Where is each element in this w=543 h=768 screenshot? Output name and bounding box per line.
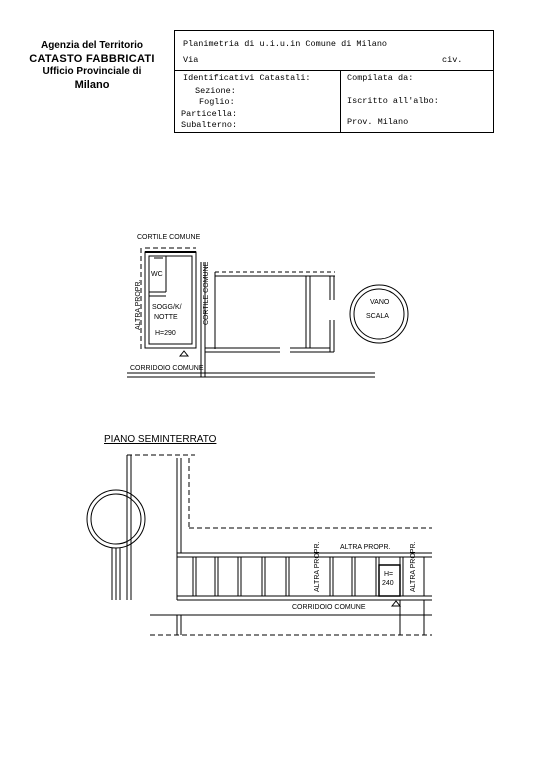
civ-label: civ. bbox=[442, 55, 463, 65]
sogg-label-line1: SOGG/K/ bbox=[152, 304, 182, 311]
cellar-height-line2: 240 bbox=[382, 580, 394, 587]
cortile-comune-label: CORTILE COMUNE bbox=[137, 234, 201, 241]
identificativi-label: Identificativi Catastali: bbox=[183, 73, 311, 83]
vano-label: VANO bbox=[370, 299, 390, 306]
iscritto-label: Iscritto all'albo: bbox=[347, 96, 439, 106]
piano-seminterrato-title: PIANO SEMINTERRATO bbox=[104, 434, 217, 445]
cellar-height-line1: H= bbox=[384, 571, 394, 578]
foglio-label: Foglio: bbox=[199, 97, 235, 107]
planimetria-label: Planimetria di u.i.u.in Comune di Milano bbox=[183, 39, 388, 49]
subalterno-label: Subalterno: bbox=[181, 120, 238, 130]
sogg-label-line2: NOTTE bbox=[154, 314, 178, 321]
agency-name: Agenzia del Territorio bbox=[40, 40, 144, 51]
lower-stair-inner bbox=[91, 494, 141, 544]
ufficio-label: Ufficio Provinciale di bbox=[42, 66, 142, 78]
altra-propr-vertical-2: ALTRA PROPR. bbox=[410, 541, 417, 592]
corridoio-upper-label: CORRIDOIO COMUNE bbox=[130, 365, 204, 372]
altra-propr-lower-label: ALTRA PROPR. bbox=[340, 544, 391, 551]
cortile-vertical-label: CORTILE COMUNE bbox=[203, 261, 210, 325]
wc-label: WC bbox=[151, 271, 163, 278]
via-label: Via bbox=[183, 55, 199, 65]
particella-label: Particella: bbox=[181, 109, 238, 119]
scala-label: SCALA bbox=[366, 313, 389, 320]
altra-propr-vertical-label: ALTRA PROPR. bbox=[135, 279, 142, 330]
prov-label: Prov. Milano bbox=[347, 117, 409, 127]
sezione-label: Sezione: bbox=[195, 86, 236, 96]
compilata-label: Compilata da: bbox=[347, 73, 414, 83]
altra-propr-vertical-1: ALTRA PROPR. bbox=[314, 541, 321, 592]
corridoio-lower-label: CORRIDOIO COMUNE bbox=[292, 604, 366, 611]
height-label: H=290 bbox=[155, 330, 176, 337]
catasto-title: CATASTO FABBRICATI bbox=[29, 52, 155, 65]
city-name: Milano bbox=[74, 78, 110, 91]
lower-stair-outer bbox=[87, 490, 145, 548]
